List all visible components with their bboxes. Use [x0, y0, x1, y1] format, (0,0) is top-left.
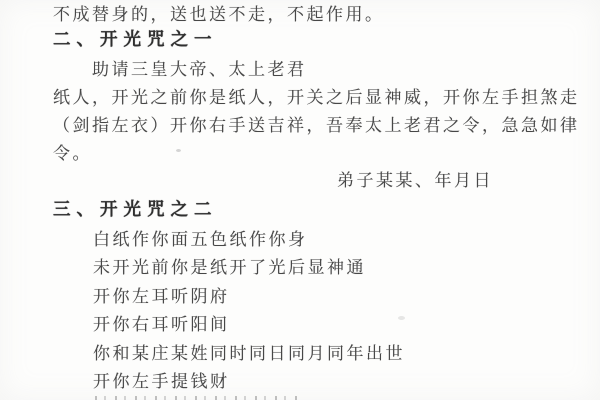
spell-1-text-line-3: 令。: [53, 144, 92, 163]
verse-line-2: 未开光前你是纸开了光后显神通: [93, 258, 366, 277]
section-heading-spell-1: 二、开光咒之一: [53, 29, 218, 49]
verse-line-5: 你和某庄某姓同时同日同月同年出世: [93, 344, 405, 363]
spell-1-text-line-2: （剑指左衣）开你右手送吉祥，吾奉太上老君之令，急急如律: [53, 116, 580, 135]
clipped-next-line-artifact: [95, 396, 300, 400]
verse-line-1: 白纸作你面五色纸作你身: [93, 230, 308, 249]
scan-speck: [176, 149, 181, 152]
invocation-line: 助请三皇大帝、太上老君: [92, 60, 307, 79]
signature-date-line: 弟子某某、年月日: [337, 171, 493, 190]
scan-speck: [398, 316, 405, 320]
spell-1-text-line-1: 纸人，开光之前你是纸人，开关之后显神威，开你左手担煞走: [53, 88, 580, 107]
verse-line-6: 开你左手提钱财: [93, 372, 230, 391]
paragraph-closing-line: 不成替身的，送也送不走，不起作用。: [53, 5, 385, 24]
verse-line-4: 开你右耳听阳间: [93, 315, 230, 334]
section-heading-spell-2: 三、开光咒之二: [53, 199, 218, 219]
verse-line-3: 开你左耳听阴府: [93, 287, 230, 306]
